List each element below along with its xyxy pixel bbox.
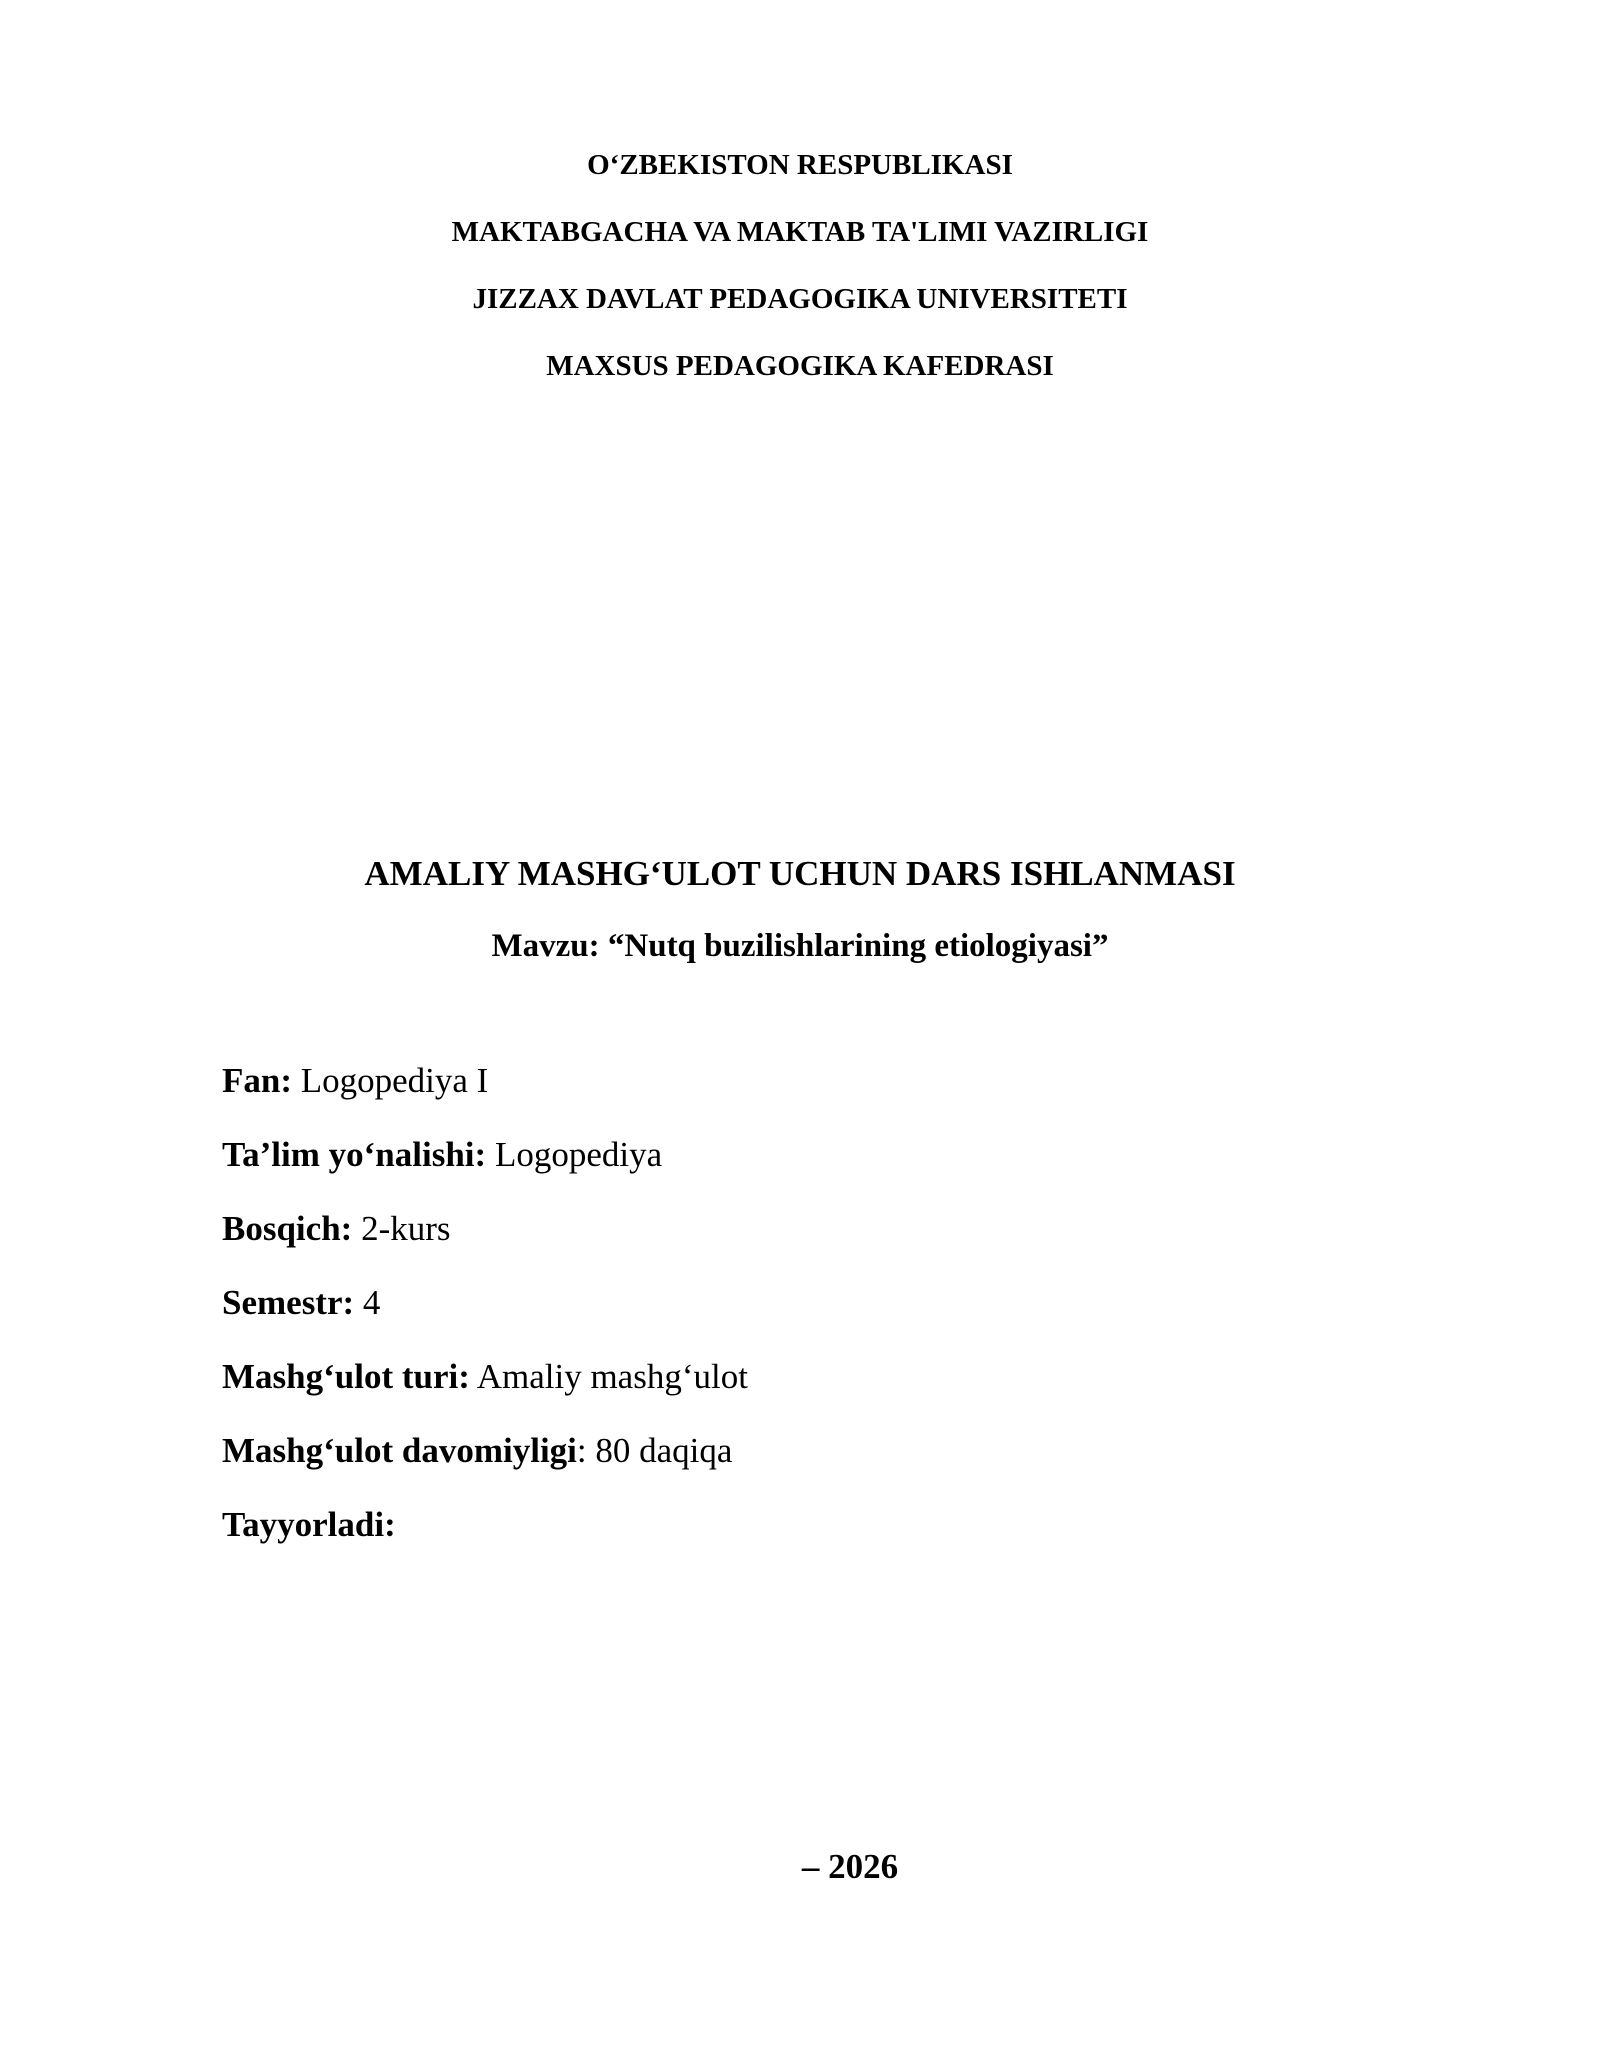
info-label: Bosqich: — [222, 1209, 353, 1248]
info-label: Semestr: — [222, 1283, 355, 1322]
info-line-stage — [222, 1207, 451, 1251]
info-value: 4 — [354, 1283, 381, 1322]
info-label: Mashg‘ulot turi: — [222, 1357, 470, 1396]
info-line-session-type — [222, 1355, 748, 1399]
info-line-semester — [222, 1281, 380, 1325]
document-subtitle: Mavzu: “Nutq buzilishlarining etiologiyasi” — [491, 928, 1109, 964]
document-year: – 2026 — [801, 1847, 899, 1886]
info-label: Ta’lim yo‘nalishi: — [222, 1135, 487, 1174]
info-value: : 80 daqiqa — [576, 1431, 733, 1470]
header-line-department: MAXSUS PEDAGOGIKA KAFEDRASI — [546, 350, 1054, 382]
header-line-ministry: MAKTABGACHA VA MAKTAB TA'LIMI VAZIRLIGI — [451, 216, 1149, 248]
info-label: Tayyorladi: — [222, 1505, 396, 1544]
info-line-prepared-by — [222, 1503, 396, 1547]
info-line-direction — [222, 1133, 662, 1177]
info-value: Logopediya I — [292, 1061, 489, 1100]
info-value: 2-kurs — [352, 1209, 451, 1248]
info-line-fan — [222, 1059, 488, 1103]
header-line-republic: O‘ZBEKISTON RESPUBLIKASI — [587, 149, 1013, 181]
document-title: AMALIY MASHG‘ULOT UCHUN DARS ISHLANMASI — [364, 854, 1236, 893]
header-line-university: JIZZAX DAVLAT PEDAGOGIKA UNIVERSITETI — [472, 283, 1128, 315]
info-value: Logopediya — [486, 1135, 663, 1174]
info-line-duration — [222, 1429, 732, 1473]
info-label: Mashg‘ulot davomiyligi — [222, 1431, 577, 1470]
info-value: Amaliy mashg‘ulot — [469, 1357, 748, 1396]
info-label: Fan: — [222, 1061, 292, 1100]
